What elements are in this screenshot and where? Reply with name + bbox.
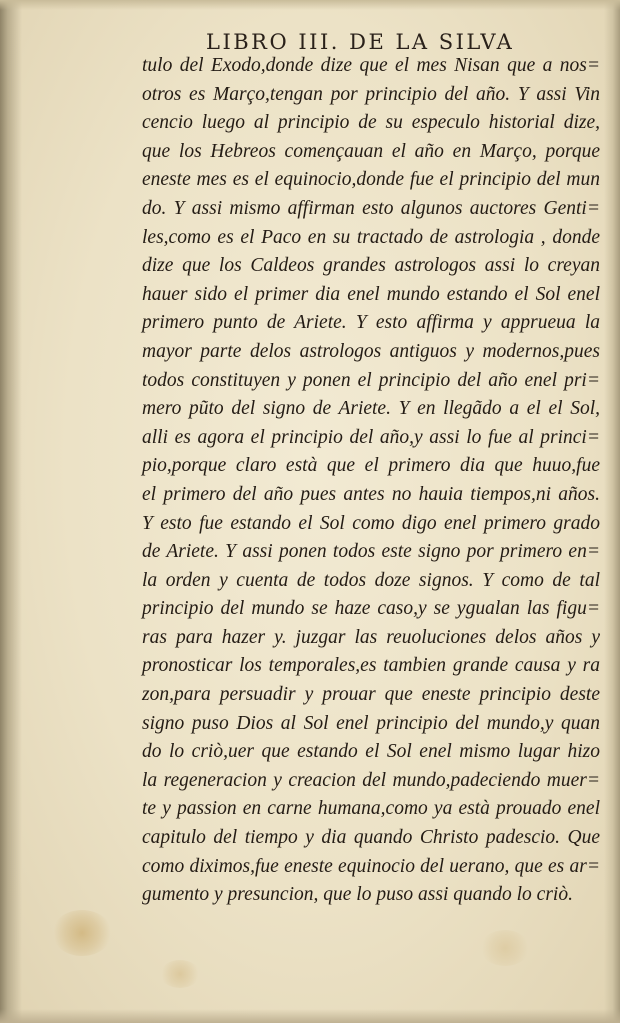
running-head: LIBRO III. DE LA SILVA <box>206 30 515 54</box>
text-line: do. Y assi mismo affirman esto algunos auctores Genti= <box>142 197 600 219</box>
text-line: signo puso Dios al Sol enel principio del mundo,y quan <box>142 712 600 734</box>
text-line: mero pũto del signo de Ariete. Y en llegãdo a el el Sol, <box>142 398 600 420</box>
page-top-edge <box>0 0 620 10</box>
text-line: do lo criò,uer que estando el Sol enel mismo lugar hizo <box>142 741 600 763</box>
text-line: ras para hazer y. juzgar las reuoluciones delos años y <box>142 626 600 648</box>
text-line: cencio luego al principio de su especulo historial dize, <box>142 112 600 134</box>
text-line: tulo del Exodo,donde dize que el mes Nisan que a nos= <box>142 55 600 76</box>
text-line: el primero del año pues antes no hauia tiempos,ni años. <box>142 483 600 505</box>
text-line: de Ariete. Y assi ponen todos este signo por primero en= <box>142 541 600 563</box>
text-line: les,como es el Paco en su tractado de astrologia , donde <box>142 226 600 248</box>
body-text <box>142 52 600 910</box>
text-line: primero punto de Ariete. Y esto affirma y apprueua la <box>142 312 600 334</box>
foxing-stain <box>160 960 200 988</box>
text-line: otros es Março,tengan por principio del año. Y assi Vin <box>142 83 600 105</box>
gutter-shadow <box>0 0 22 1023</box>
page-right-edge <box>604 0 620 1023</box>
text-line: principio del mundo se haze caso,y se ygualan las figu= <box>142 598 600 620</box>
text-line: te y passion en carne humana,como ya està prouado enel <box>142 798 600 820</box>
text-line: hauer sido el primer dia enel mundo estando el Sol enel <box>142 283 600 305</box>
text-line: pio,porque claro està que el primero dia que huuo,fue <box>142 455 600 477</box>
page-bottom-edge <box>0 1009 620 1023</box>
text-line: zon,para persuadir y prouar que eneste principio deste <box>142 684 600 706</box>
text-line: como diximos,fue eneste equinocio del uerano, que es ar= <box>142 855 600 877</box>
foxing-stain <box>52 910 112 956</box>
text-line: la orden y cuenta de todos doze signos. Y como de tal <box>142 569 600 591</box>
text-line: capitulo del tiempo y dia quando Christo padescio. Que <box>142 827 600 849</box>
text-line: gumento y presuncion, que lo puso assi quando lo criò. <box>142 884 573 906</box>
foxing-stain <box>480 930 530 966</box>
text-line: la regeneracion y creacion del mundo,padeciendo muer= <box>142 769 600 791</box>
text-line: mayor parte delos astrologos antiguos y modernos,pues <box>142 340 600 362</box>
text-line: Y esto fue estando el Sol como digo enel primero grado <box>142 512 600 534</box>
text-line: todos constituyen y ponen el principio del año enel pri= <box>142 369 600 391</box>
text-line: que los Hebreos començauan el año en Março, porque <box>142 140 600 162</box>
text-line: pronosticar los temporales,es tambien grande causa y ra <box>142 655 600 677</box>
text-line: dize que los Caldeos grandes astrologos assi lo creyan <box>142 255 600 277</box>
text-line: eneste mes es el equinocio,donde fue el principio del mun <box>142 169 600 191</box>
text-line: alli es agora el principio del año,y assi lo fue al princi= <box>142 426 600 448</box>
